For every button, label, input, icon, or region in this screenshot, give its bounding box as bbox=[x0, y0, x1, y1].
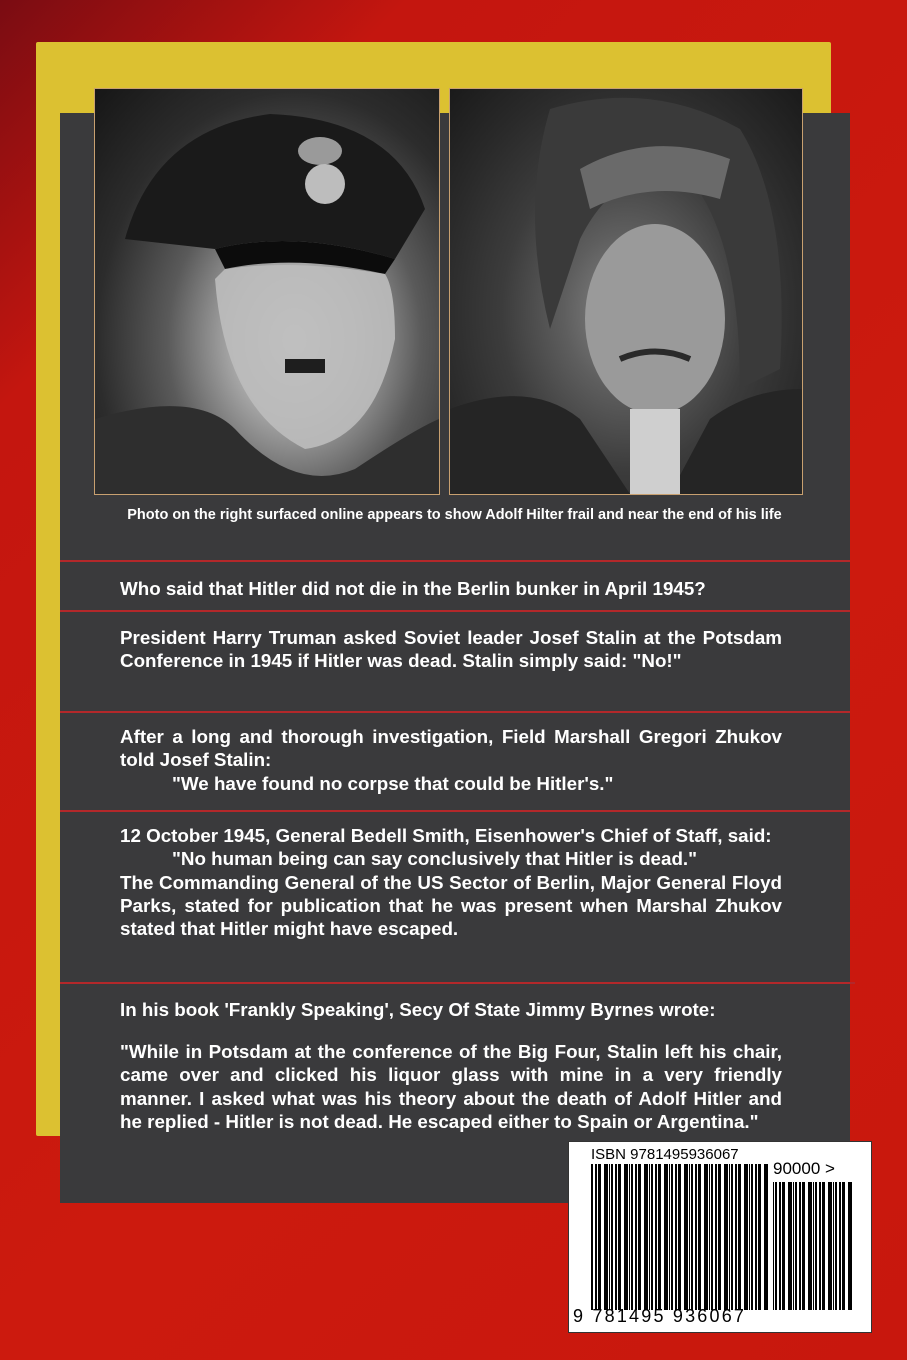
price-code: 90000 > bbox=[773, 1159, 835, 1178]
zhukov-quote: "We have found no corpse that could be Hitler's." bbox=[172, 772, 614, 794]
smith-quote: "No human being can say conclusively that Hitler is dead." bbox=[172, 848, 698, 870]
byrnes-intro: In his book 'Frankly Speaking', Secy Of State Jimmy Byrnes wrote: bbox=[120, 999, 716, 1020]
photo-caption: Photo on the right surfaced online appears to show Adolf Hilter frail and near the end of his life bbox=[127, 507, 782, 523]
byrnes-quote: "While in Potsdam at the conference of the Big Four, Stalin left his chair, came over and clicked his liquor glass with mine in a very friendly manner. I asked what was his theory about the death of Adolf Hitler and he replied - Hitler is not dead. He escaped either to Spain or Argentina." bbox=[120, 1041, 782, 1132]
truman-text: President Harry Truman asked Soviet leader Josef Stalin at the Potsdam Conference in 1945 if Hitler was dead. Stalin simply said: "No!" bbox=[120, 627, 782, 672]
smith-text: The Commanding General of the US Sector of Berlin, Major General Floyd Parks, stated for publication that he was present when Marshal Zhukov stated that Hitler might have escaped. bbox=[120, 871, 782, 940]
divider bbox=[60, 982, 855, 984]
divider bbox=[60, 610, 850, 612]
isbn-label: ISBN 9781495936067 bbox=[591, 1146, 739, 1163]
barcode-box bbox=[568, 1141, 872, 1333]
truman-paragraph bbox=[120, 626, 782, 673]
photo-right-portrait bbox=[449, 88, 803, 495]
divider bbox=[60, 560, 850, 562]
divider bbox=[60, 711, 850, 713]
smith-paragraph bbox=[120, 824, 782, 940]
photo-left-portrait bbox=[94, 88, 440, 495]
zhukov-text: After a long and thorough investigation, Field Marshall Gregori Zhukov told Josef Stalin: bbox=[120, 726, 782, 771]
zhukov-paragraph bbox=[120, 725, 782, 795]
divider bbox=[60, 810, 850, 812]
barcode-bars bbox=[591, 1164, 769, 1310]
addon-barcode-bars bbox=[773, 1182, 853, 1310]
barcode-digits: 9 781495 936067 bbox=[573, 1306, 747, 1326]
smith-intro: 12 October 1945, General Bedell Smith, Eisenhower's Chief of Staff, said: bbox=[120, 825, 772, 846]
question-text: Who said that Hitler did not die in the Berlin bunker in April 1945? bbox=[120, 578, 706, 599]
